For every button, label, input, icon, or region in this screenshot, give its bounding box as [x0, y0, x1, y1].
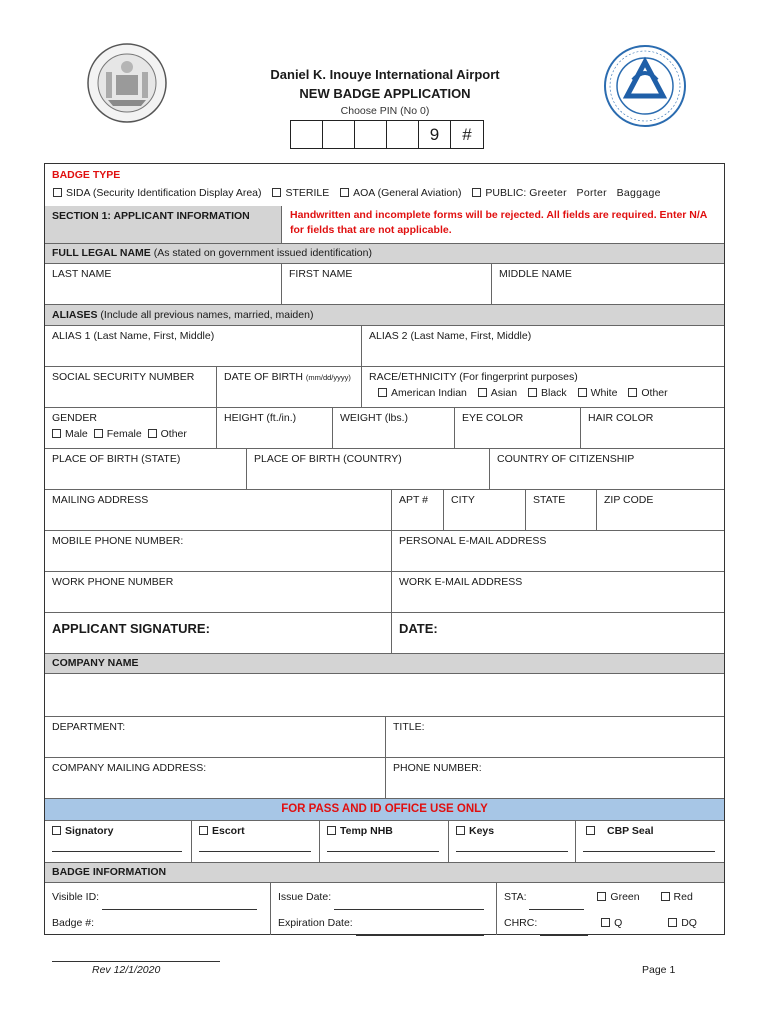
badge-type-options [53, 187, 669, 199]
department-field[interactable]: DEPARTMENT: [45, 717, 386, 757]
company-mailing-field[interactable]: COMPANY MAILING ADDRESS: [45, 758, 386, 798]
title-field[interactable]: TITLE: [393, 721, 425, 733]
page-number: Page 1 [642, 964, 676, 976]
aliases-note: (Include all previous names, married, maiden) [97, 309, 314, 321]
chrc-field[interactable]: CHRC: [504, 917, 588, 929]
state-field[interactable]: STATE [526, 490, 597, 530]
alias1-field[interactable]: ALIAS 1 (Last Name, First, Middle) [45, 326, 362, 366]
badge-type-heading: BADGE TYPE [52, 169, 121, 181]
checkbox-icon[interactable] [199, 826, 208, 835]
pob-country-field[interactable]: PLACE OF BIRTH (COUNTRY) [247, 449, 490, 489]
aliases-header [45, 305, 724, 326]
race-other[interactable]: Other [628, 387, 667, 399]
race-white[interactable]: White [578, 387, 618, 399]
checkbox-icon[interactable] [340, 188, 349, 197]
sta-field[interactable]: STA: [504, 891, 584, 903]
dob-field[interactable]: DATE OF BIRTH (mm/dd/yyyy) [217, 367, 362, 407]
pin-boxes [290, 120, 484, 149]
legal-name-header [45, 244, 724, 264]
pin-box-3[interactable] [355, 121, 387, 148]
applicant-signature-field[interactable]: APPLICANT SIGNATURE: [45, 613, 392, 653]
checkbox-icon[interactable] [472, 188, 481, 197]
application-form [44, 163, 725, 935]
checkbox-icon[interactable] [272, 188, 281, 197]
checkbox-icon[interactable] [456, 826, 465, 835]
escort-check[interactable]: Escort [192, 821, 320, 862]
birthplace-row [45, 449, 724, 490]
checkbox-icon[interactable] [586, 826, 595, 835]
gender-female[interactable]: Female [94, 428, 142, 440]
work-row [45, 572, 724, 613]
office-use-heading: FOR PASS AND ID OFFICE USE ONLY [281, 803, 488, 815]
race-field: RACE/ETHNICITY (For fingerprint purposes) American Indian Asian Black White Other [369, 371, 668, 399]
work-email-field[interactable]: WORK E-MAIL ADDRESS [399, 576, 523, 588]
q-check[interactable]: Q [601, 917, 622, 929]
mobile-row [45, 531, 724, 572]
issue-date-field[interactable]: Issue Date: [278, 884, 489, 910]
badge-info-header [45, 863, 724, 883]
checkbox-icon[interactable] [578, 388, 587, 397]
visible-id-field[interactable]: Visible ID: [52, 884, 263, 910]
badge-aoa-option[interactable]: AOA (General Aviation) [340, 187, 461, 199]
red-check[interactable]: Red [661, 891, 693, 903]
signature-date-field[interactable]: DATE: [399, 621, 438, 636]
checkbox-icon[interactable] [327, 826, 336, 835]
apt-field[interactable]: APT # [392, 490, 444, 530]
last-name-field[interactable]: LAST NAME [45, 264, 282, 304]
aliases-heading: ALIASES [52, 309, 98, 321]
section1-row [45, 206, 724, 244]
work-phone-field[interactable]: WORK PHONE NUMBER [45, 572, 392, 612]
badge-public-option[interactable]: PUBLIC: Greeter Porter Baggage [472, 187, 660, 199]
gender-male[interactable]: Male [52, 428, 88, 440]
badge-info-heading: BADGE INFORMATION [52, 866, 167, 878]
pin-box-4[interactable] [387, 121, 419, 148]
checkbox-icon[interactable] [148, 429, 157, 438]
hair-color-field[interactable]: HAIR COLOR [588, 412, 654, 424]
keys-check[interactable]: Keys [449, 821, 576, 862]
pin-box-1[interactable] [291, 121, 323, 148]
form-title: NEW BADGE APPLICATION [299, 86, 471, 101]
race-asian[interactable]: Asian [478, 387, 517, 399]
company-phone-field[interactable]: PHONE NUMBER: [393, 762, 482, 774]
personal-email-field[interactable]: PERSONAL E-MAIL ADDRESS [399, 535, 547, 547]
badge-status-cell [497, 883, 724, 935]
pin-prompt: Choose PIN (No 0) [340, 105, 430, 117]
section1-title-cell [45, 206, 282, 243]
legal-name-heading: FULL LEGAL NAME [52, 247, 151, 259]
checkbox-icon[interactable] [597, 892, 606, 901]
checkbox-icon[interactable] [661, 892, 670, 901]
checkbox-icon[interactable] [94, 429, 103, 438]
temp-nhb-check[interactable]: Temp NHB [320, 821, 449, 862]
dq-check[interactable]: DQ [668, 917, 697, 929]
pin-box-5[interactable]: 9 [419, 121, 451, 148]
alias2-field[interactable]: ALIAS 2 (Last Name, First, Middle) [369, 330, 532, 342]
office-checks-row [45, 821, 724, 863]
citizenship-field[interactable]: COUNTRY OF CITIZENSHIP [497, 453, 635, 465]
aliases-row [45, 326, 724, 367]
checkbox-icon[interactable] [378, 388, 387, 397]
airport-name: Daniel K. Inouye International Airport [270, 67, 500, 82]
badge-type-row [45, 164, 724, 206]
gender-other[interactable]: Other [148, 428, 187, 440]
middle-name-field[interactable]: MIDDLE NAME [499, 268, 572, 280]
revision-label: Rev 12/1/2020 [92, 964, 161, 976]
legal-name-row [45, 264, 724, 305]
section1-title: SECTION 1: APPLICANT INFORMATION [52, 210, 250, 222]
department-row [45, 717, 724, 758]
race-black[interactable]: Black [528, 387, 567, 399]
state-of-hawaii-seal-icon [86, 42, 168, 124]
expiration-date-field[interactable]: Expiration Date: [278, 910, 489, 936]
company-mailing-row [45, 758, 724, 799]
company-header [45, 654, 724, 674]
race-american-indian[interactable]: American Indian [378, 387, 467, 399]
checkbox-icon[interactable] [628, 388, 637, 397]
zip-field[interactable]: ZIP CODE [604, 494, 654, 506]
first-name-field[interactable]: FIRST NAME [282, 264, 492, 304]
badge-sida-option[interactable]: SIDA (Security Identification Display Area) [53, 187, 262, 199]
pin-box-6[interactable]: # [462, 125, 472, 144]
eye-color-field[interactable]: EYE COLOR [455, 408, 581, 448]
office-use-header [45, 799, 724, 821]
weight-field[interactable]: WEIGHT (lbs.) [333, 408, 455, 448]
section1-warning: Handwritten and incomplete forms will be rejected. All fields are required. Enter N/A for fields that are not applicable. [290, 209, 707, 236]
badge-sterile-option[interactable]: STERILE [272, 187, 329, 199]
mobile-phone-field[interactable]: MOBILE PHONE NUMBER: [45, 531, 392, 571]
ssn-field[interactable]: SOCIAL SECURITY NUMBER [45, 367, 217, 407]
checkbox-icon[interactable] [668, 918, 677, 927]
signature-row [45, 613, 724, 654]
height-field[interactable]: HEIGHT (ft./in.) [217, 408, 333, 448]
legal-name-note: (As stated on government issued identification) [150, 247, 372, 259]
ssn-row [45, 367, 724, 408]
company-heading: COMPANY NAME [52, 657, 139, 669]
mailing-address-field[interactable]: MAILING ADDRESS [45, 490, 392, 530]
checkbox-icon[interactable] [53, 188, 62, 197]
badge-id-cell [45, 883, 271, 935]
cbp-seal-check[interactable]: CBP Seal [576, 821, 724, 862]
pob-state-field[interactable]: PLACE OF BIRTH (STATE) [45, 449, 247, 489]
checkbox-icon[interactable] [52, 826, 61, 835]
city-field[interactable]: CITY [444, 490, 526, 530]
checkbox-icon[interactable] [52, 429, 61, 438]
badge-info-row [45, 883, 724, 935]
gender-row [45, 408, 724, 449]
checkbox-icon[interactable] [478, 388, 487, 397]
company-name-field[interactable] [45, 674, 724, 717]
pin-box-2[interactable] [323, 121, 355, 148]
mailing-row [45, 490, 724, 531]
green-check[interactable]: Green [597, 891, 639, 903]
dept-of-transportation-logo-icon [603, 44, 687, 128]
badge-dates-cell [271, 883, 497, 935]
signatory-check[interactable]: Signatory [45, 821, 192, 862]
checkbox-icon[interactable] [528, 388, 537, 397]
gender-field: GENDER Male Female Other [45, 408, 217, 448]
checkbox-icon[interactable] [601, 918, 610, 927]
badge-number-field[interactable]: Badge #: [52, 910, 263, 962]
